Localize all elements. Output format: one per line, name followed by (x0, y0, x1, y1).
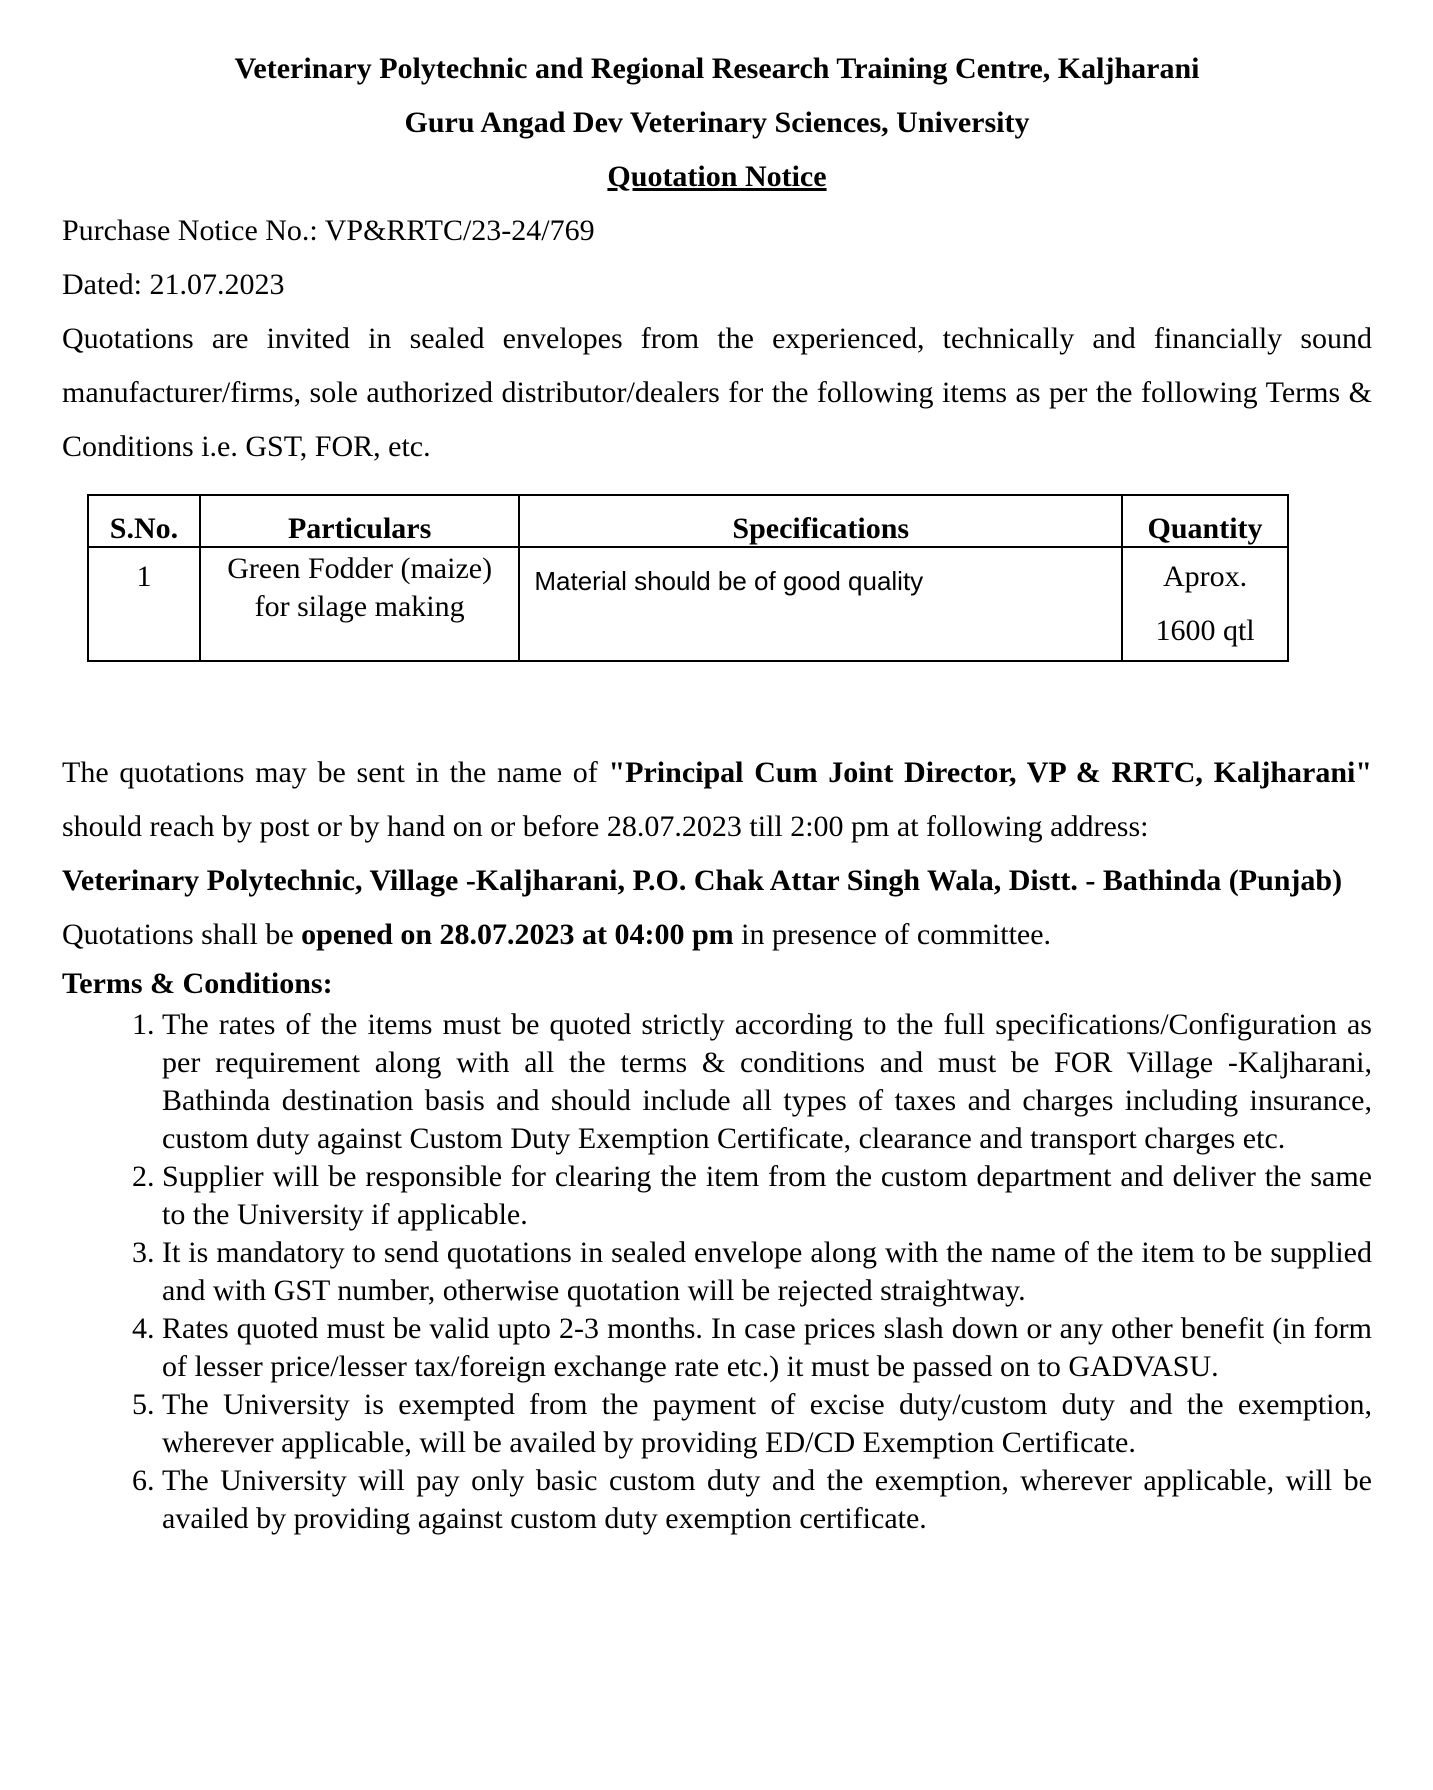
list-item: 1. The rates of the items must be quoted strictly according to the full specifications/Configuration as per requirement along with all the terms & conditions and must be FOR Village -Kaljharani, Bathinda destination basis and should include all types of taxes and charges including insurance, custom duty against Custom Duty Exemption Certificate, clearance and transport charges etc. (162, 1006, 1372, 1158)
cell-specifications: Material should be of good quality (519, 547, 1122, 661)
list-item: 2. Supplier will be responsible for clearing the item from the custom department and deliver the same to the University if applicable. (162, 1158, 1372, 1234)
list-item: 6. The University will pay only basic custom duty and the exemption, wherever applicable, will be availed by providing against custom duty exemption certificate. (162, 1462, 1372, 1538)
terms-list (62, 1006, 1372, 1538)
quantity-line-1: Aprox. (1162, 560, 1248, 593)
header-quantity: Quantity (1122, 495, 1288, 547)
addressee-name: "Principal Cum Joint Director, VP & RRTC, Kaljharani" (608, 756, 1373, 789)
intro-paragraph: Quotations are invited in sealed envelopes from the experienced, technically and financially sound manufacturer/firms, sole authorized distributor/dealers for the following items as per the following Terms & Conditions i.e. GST, FOR, etc. (62, 322, 1372, 463)
opening-text-a: Quotations shall be (62, 918, 302, 951)
opening-text-b: in presence of committee. (733, 918, 1052, 951)
submission-text-a: The quotations may be sent in the name of (62, 756, 609, 789)
table-row (88, 547, 1288, 661)
header-sno: S.No. (88, 495, 200, 547)
table-header-row (88, 495, 1288, 547)
page-title-text: Quotation Notice (607, 160, 827, 193)
quantity-line-2: 1600 qtl (1155, 614, 1255, 647)
postal-address: Veterinary Polytechnic, Village -Kaljharani, P.O. Chak Attar Singh Wala, Distt. - Bathinda (Punjab) (62, 864, 1343, 897)
cell-particulars: Green Fodder (maize) for silage making (200, 547, 519, 661)
notice-page (62, 42, 1372, 1538)
institution-heading: Veterinary Polytechnic and Regional Research Training Centre, Kaljharani (234, 52, 1200, 85)
notice-date: Dated: 21.07.2023 (62, 268, 285, 301)
cell-quantity (1122, 547, 1288, 661)
opening-date-time: opened on 28.07.2023 at 04:00 pm (301, 918, 734, 951)
university-heading: Guru Angad Dev Veterinary Sciences, University (404, 106, 1030, 139)
header-specifications: Specifications (519, 495, 1122, 547)
cell-sno: 1 (88, 547, 200, 661)
list-item: 4. Rates quoted must be valid upto 2-3 months. In case prices slash down or any other benefit (in form of lesser price/lesser tax/foreign exchange rate etc.) it must be passed on to GADVASU. (162, 1310, 1372, 1386)
page-title (62, 150, 1372, 204)
header-particulars: Particulars (200, 495, 519, 547)
list-item: 5. The University is exempted from the payment of excise duty/custom duty and the exemption, wherever applicable, will be availed by providing ED/CD Exemption Certificate. (162, 1386, 1372, 1462)
opening-paragraph (62, 908, 1372, 962)
submission-text-b: should reach by post or by hand on or before 28.07.2023 till 2:00 pm at following address: (62, 810, 1149, 843)
submission-paragraph (62, 746, 1372, 854)
purchase-notice-number: Purchase Notice No.: VP&RRTC/23-24/769 (62, 214, 595, 247)
terms-heading: Terms & Conditions: (62, 967, 333, 1000)
items-table (87, 494, 1289, 662)
list-item: 3. It is mandatory to send quotations in sealed envelope along with the name of the item to be supplied and with GST number, otherwise quotation will be rejected straightway. (162, 1234, 1372, 1310)
